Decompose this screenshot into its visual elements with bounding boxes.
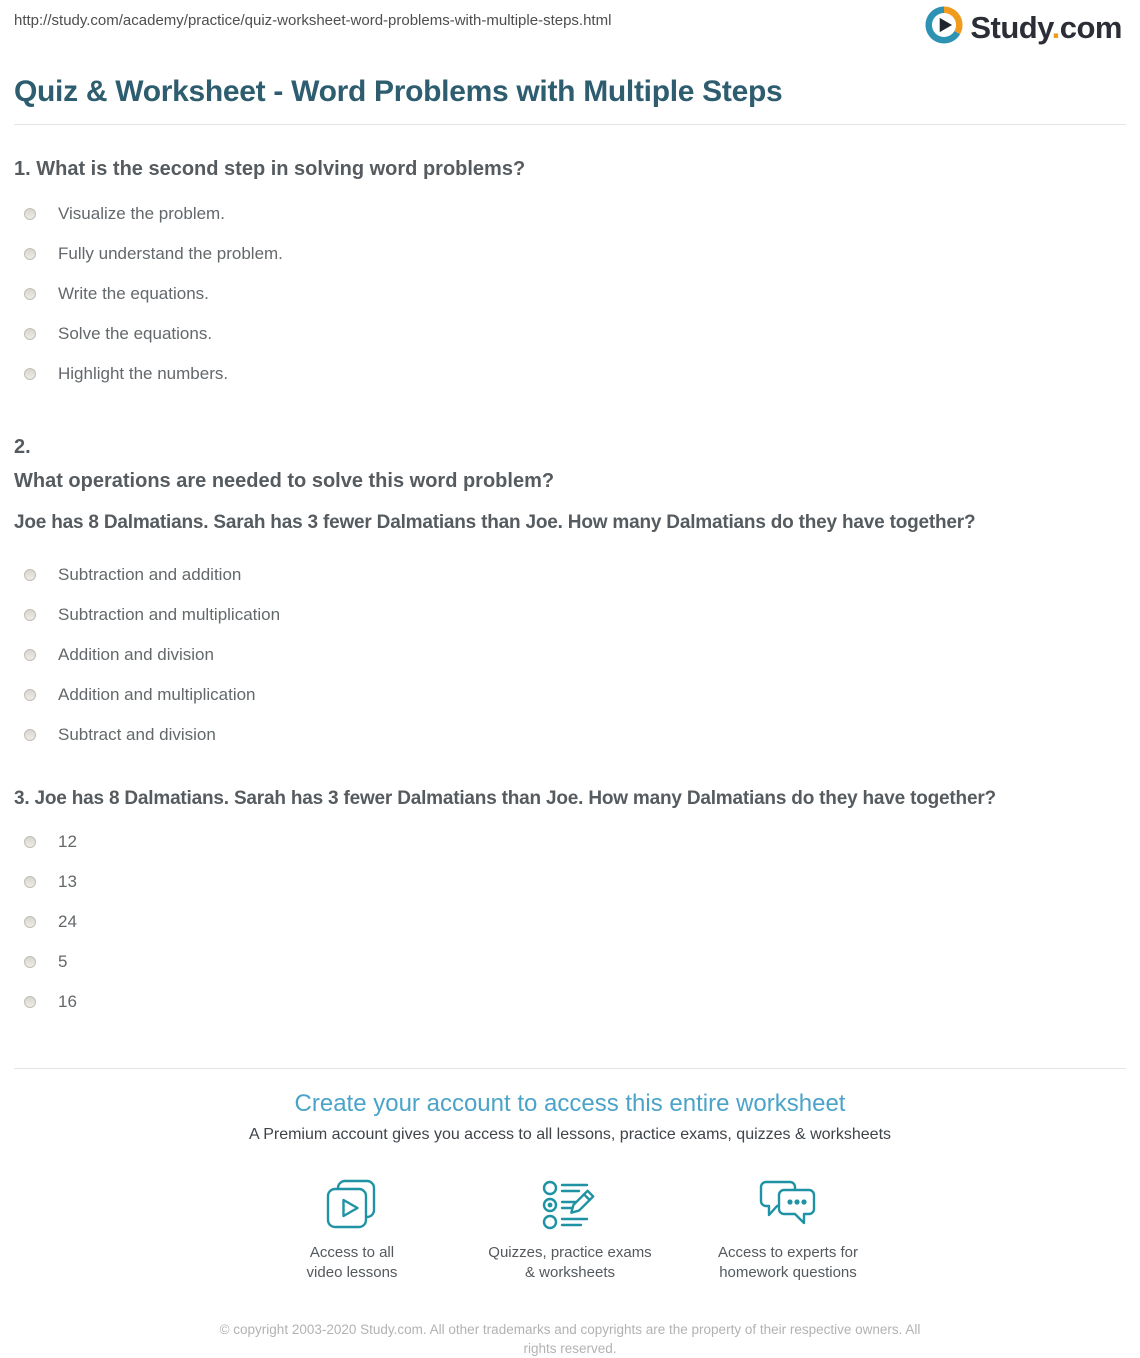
radio-button[interactable] bbox=[24, 208, 36, 220]
radio-button[interactable] bbox=[24, 876, 36, 888]
question-2 bbox=[14, 436, 1126, 755]
answer-option[interactable] bbox=[14, 675, 1126, 715]
question-1-heading: 1. What is the second step in solving word problems? bbox=[14, 158, 526, 180]
option-label: Addition and multiplication bbox=[58, 685, 256, 704]
answer-option[interactable] bbox=[14, 982, 1126, 1022]
radio-button[interactable] bbox=[24, 248, 36, 260]
question-2-number: 2. bbox=[14, 436, 31, 458]
question-3-options bbox=[14, 822, 1126, 1022]
page-url: http://study.com/academy/practice/quiz-worksheet-word-problems-with-multiple-steps.html bbox=[14, 12, 612, 29]
chat-experts-icon bbox=[687, 1177, 889, 1231]
question-1 bbox=[14, 158, 1126, 394]
radio-button[interactable] bbox=[24, 916, 36, 928]
signup-divider bbox=[14, 1068, 1126, 1069]
studycom-logo[interactable] bbox=[925, 6, 1122, 49]
answer-option[interactable] bbox=[14, 822, 1126, 862]
answer-option[interactable] bbox=[14, 862, 1126, 902]
answer-option[interactable] bbox=[14, 234, 1126, 274]
answer-option[interactable] bbox=[14, 314, 1126, 354]
radio-button[interactable] bbox=[24, 288, 36, 300]
question-2-statement: Joe has 8 Dalmatians. Sarah has 3 fewer Dalmatians than Joe. How many Dalmatians do they have together? bbox=[14, 512, 976, 533]
question-2-options bbox=[14, 555, 1126, 755]
signup-section bbox=[14, 1090, 1126, 1283]
option-label: Subtract and division bbox=[58, 725, 216, 744]
radio-button[interactable] bbox=[24, 956, 36, 968]
option-label: Addition and division bbox=[58, 645, 214, 664]
option-label: Subtraction and multiplication bbox=[58, 605, 281, 624]
answer-option[interactable] bbox=[14, 942, 1126, 982]
radio-button[interactable] bbox=[24, 729, 36, 741]
answer-option[interactable] bbox=[14, 555, 1126, 595]
answer-option[interactable] bbox=[14, 902, 1126, 942]
answer-option[interactable] bbox=[14, 715, 1126, 755]
answer-option[interactable] bbox=[14, 194, 1126, 234]
answer-option[interactable] bbox=[14, 595, 1126, 635]
option-label: 13 bbox=[58, 872, 77, 891]
option-label: 12 bbox=[58, 832, 77, 851]
feature-quizzes-worksheets bbox=[469, 1177, 671, 1283]
radio-button[interactable] bbox=[24, 689, 36, 701]
top-bar bbox=[14, 0, 1126, 48]
quiz-worksheet-icon bbox=[469, 1177, 671, 1231]
studycom-logo-text: Study.com bbox=[970, 9, 1122, 45]
option-label: Solve the equations. bbox=[58, 324, 213, 343]
option-label: 24 bbox=[58, 912, 77, 931]
radio-button[interactable] bbox=[24, 649, 36, 661]
studycom-logo-icon bbox=[925, 6, 963, 49]
question-3-heading: 3. Joe has 8 Dalmatians. Sarah has 3 fewer Dalmatians than Joe. How many Dalmatians do they have together? bbox=[14, 788, 996, 809]
question-1-options bbox=[14, 194, 1126, 394]
feature-label: Access to experts for homework questions bbox=[717, 1244, 859, 1281]
radio-button[interactable] bbox=[24, 609, 36, 621]
answer-option[interactable] bbox=[14, 635, 1126, 675]
question-3 bbox=[14, 788, 1126, 1022]
radio-button[interactable] bbox=[24, 996, 36, 1008]
option-label: Highlight the numbers. bbox=[58, 364, 229, 383]
signup-subtitle: A Premium account gives you access to all lessons, practice exams, quizzes & worksheets bbox=[248, 1126, 892, 1143]
radio-button[interactable] bbox=[24, 569, 36, 581]
feature-video-lessons bbox=[251, 1177, 453, 1283]
feature-label: Quizzes, practice exams & worksheets bbox=[488, 1244, 652, 1281]
option-label: Write the equations. bbox=[58, 284, 209, 303]
answer-option[interactable] bbox=[14, 354, 1126, 394]
option-label: Fully understand the problem. bbox=[58, 244, 283, 263]
radio-button[interactable] bbox=[24, 836, 36, 848]
page-title: Quiz & Worksheet - Word Problems with Multiple Steps bbox=[14, 75, 783, 108]
copyright-text: © copyright 2003-2020 Study.com. All other trademarks and copyrights are the property of their respective owners. All rights reserved. bbox=[219, 1322, 921, 1356]
feature-label: Access to all video lessons bbox=[306, 1244, 398, 1281]
answer-option[interactable] bbox=[14, 274, 1126, 314]
signup-title: Create your account to access this entire worksheet bbox=[294, 1090, 846, 1117]
page-footer bbox=[14, 1320, 1126, 1358]
radio-button[interactable] bbox=[24, 328, 36, 340]
option-label: Subtraction and addition bbox=[58, 565, 242, 584]
option-label: 5 bbox=[58, 952, 68, 971]
feature-list bbox=[14, 1177, 1126, 1283]
option-label: 16 bbox=[58, 992, 77, 1011]
feature-homework-experts bbox=[687, 1177, 889, 1283]
option-label: Visualize the problem. bbox=[58, 204, 225, 223]
radio-button[interactable] bbox=[24, 368, 36, 380]
title-divider bbox=[14, 124, 1126, 125]
question-2-prompt: What operations are needed to solve this word problem? bbox=[14, 470, 555, 492]
video-lessons-icon bbox=[251, 1177, 453, 1231]
